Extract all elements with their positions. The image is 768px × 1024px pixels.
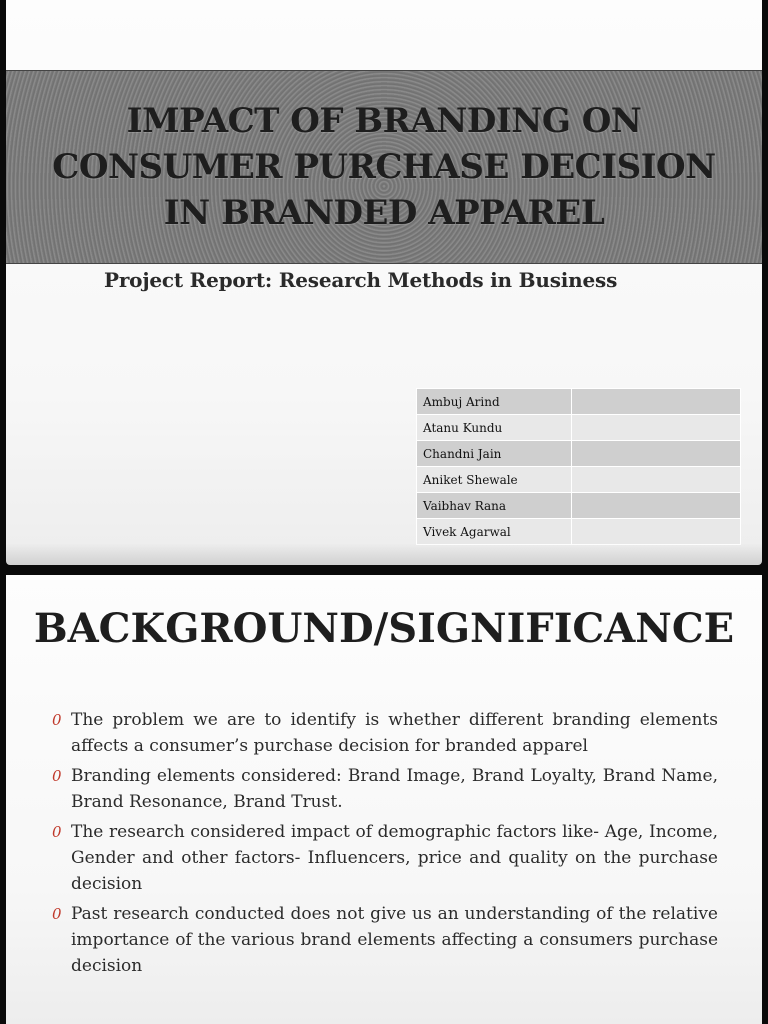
title-slide [6,0,762,565]
member-value [572,519,741,545]
member-value [572,493,741,519]
team-members-table [416,388,741,545]
table-row [417,467,741,493]
member-name: Ambuj Arind [417,389,572,415]
table-row [417,389,741,415]
bullet-text: The problem we are to identify is whether different branding elements affects a consumer’s purchase decision for branded apparel [71,710,718,756]
member-name: Chandni Jain [417,441,572,467]
member-value [572,441,741,467]
presentation-title: IMPACT OF BRANDING ON CONSUMER PURCHASE DECISION IN BRANDED APPAREL [52,101,716,233]
list-item [50,707,718,759]
member-name: Vaibhav Rana [417,493,572,519]
title-banner [6,70,762,264]
bullet-marker-icon: 0 [52,823,62,841]
bullet-marker-icon: 0 [52,905,62,923]
list-item [50,763,718,815]
bullet-marker-icon: 0 [52,711,62,729]
slide-heading: BACKGROUND/SIGNIFICANCE [33,605,735,652]
presentation-subtitle: Project Report: Research Methods in Business [104,268,618,292]
table-row [417,519,741,545]
bullet-marker-icon: 0 [52,767,62,785]
bullet-list [50,707,718,983]
bullet-text: Branding elements considered: Brand Image, Brand Loyalty, Brand Name, Brand Resonance, Brand Trust. [71,766,718,812]
table-row [417,493,741,519]
member-value [572,389,741,415]
list-item [50,901,718,979]
member-name: Aniket Shewale [417,467,572,493]
list-item [50,819,718,897]
bullet-text: The research considered impact of demographic factors like- Age, Income, Gender and other factors- Influencers, price and quality on the purchase decision [71,822,718,894]
member-name: Vivek Agarwal [417,519,572,545]
member-value [572,467,741,493]
member-value [572,415,741,441]
table-row [417,415,741,441]
member-name: Atanu Kundu [417,415,572,441]
background-slide [6,575,762,1024]
table-row [417,441,741,467]
bullet-text: Past research conducted does not give us an understanding of the relative importance of the various brand elements affecting a consumers purchase decision [71,904,718,976]
